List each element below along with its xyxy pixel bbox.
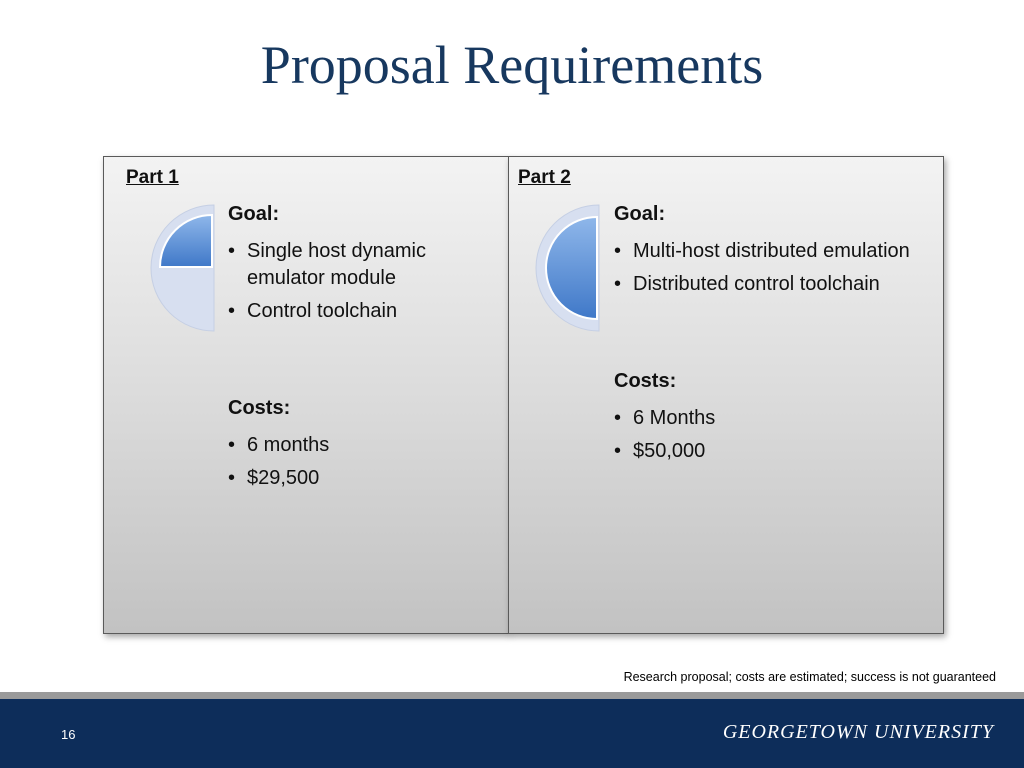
part-1-costs-heading: Costs: (228, 397, 291, 419)
list-item: • Multi-host distributed emulation (614, 238, 944, 265)
slide-title: Proposal Requirements (260, 35, 764, 95)
part-2-goal-list (614, 238, 944, 298)
part-1-costs-list (228, 432, 498, 492)
part-1-panel (103, 156, 509, 634)
list-item: • $50,000 (614, 438, 944, 465)
page-number: 16 (61, 727, 76, 742)
part-1-content (228, 203, 498, 498)
part-1-goal-heading: Goal: (228, 203, 280, 225)
list-item: • $29,500 (228, 465, 498, 492)
part-2-panel (508, 156, 944, 634)
list-item: • Single host dynamic emulator module (228, 238, 498, 292)
part-1-goal-list (228, 238, 498, 325)
list-item: • Distributed control toolchain (614, 271, 944, 298)
slide-footer (0, 699, 1024, 768)
part-2-label: Part 2 (518, 167, 571, 188)
part-2-goal-heading: Goal: (614, 203, 666, 225)
footer-divider (0, 692, 1024, 699)
part-2-content (614, 203, 944, 471)
list-item: • Control toolchain (228, 298, 498, 325)
list-item: • 6 months (228, 432, 498, 459)
part-1-label: Part 1 (126, 167, 179, 188)
university-logo: GEORGETOWN UNIVERSITY (722, 721, 994, 743)
list-item: • 6 Months (614, 405, 944, 432)
part-2-costs-heading: Costs: (614, 370, 677, 392)
disclaimer-text: Research proposal; costs are estimated; success is not guaranteed (623, 670, 996, 684)
part-2-costs-list (614, 405, 944, 465)
